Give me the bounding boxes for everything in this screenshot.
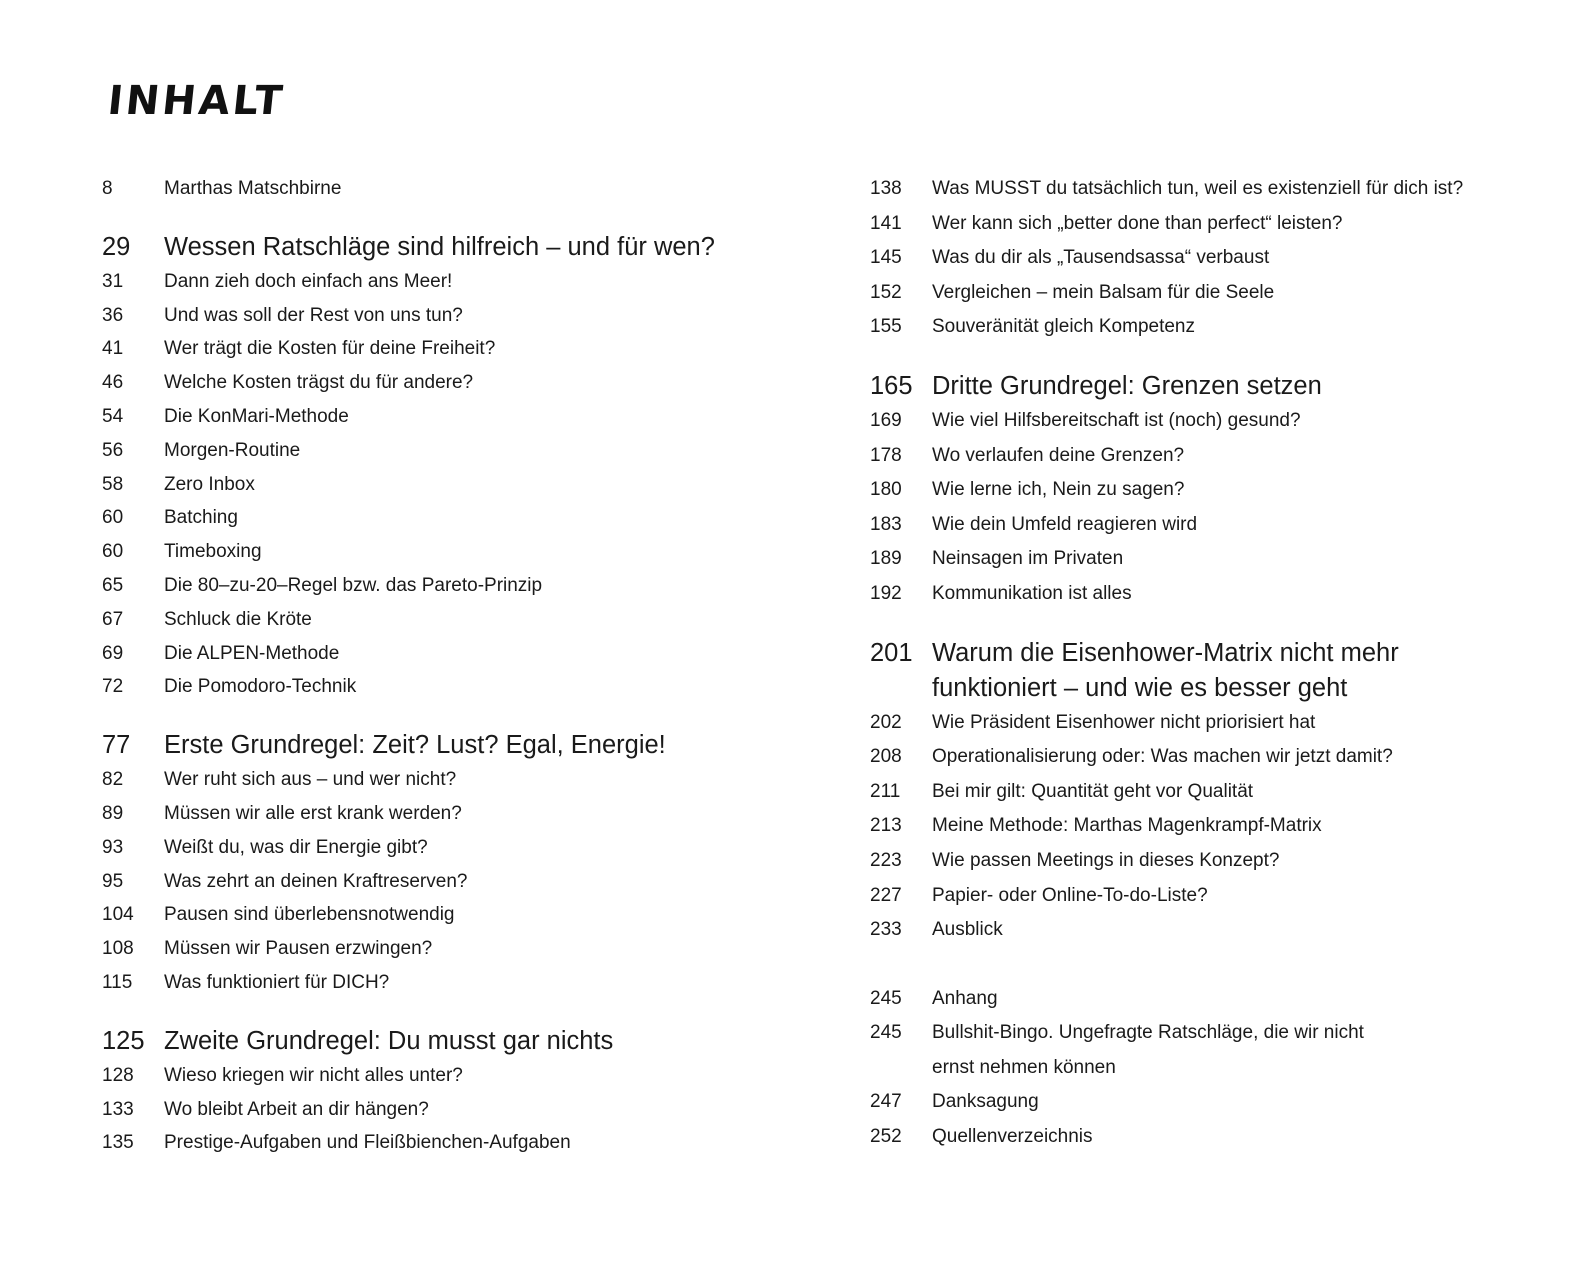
toc-entry-title-line: funktioniert – und wie es besser geht <box>932 673 1348 702</box>
toc-entry <box>870 172 1570 207</box>
toc-page-number: 211 <box>870 780 901 802</box>
toc-entry-title <box>932 1085 1570 1120</box>
toc-page-number: 145 <box>870 247 902 269</box>
toc-entry-title <box>164 332 822 366</box>
toc-entry-title <box>164 172 822 206</box>
toc-entry-title <box>164 932 822 966</box>
toc-entry-title-line: Die Pomodoro-Technik <box>164 676 357 698</box>
toc-page-number: 128 <box>102 1064 134 1086</box>
toc-entry-title-line: Wieso kriegen wir nicht alles unter? <box>164 1064 463 1086</box>
toc-entry <box>870 276 1570 311</box>
toc-entry-title-line: Die ALPEN-Methode <box>164 642 340 664</box>
toc-entry <box>870 879 1570 914</box>
toc-entry-title <box>932 706 1570 741</box>
toc-entry-title <box>164 603 822 637</box>
toc-entry-title-line: Müssen wir alle erst krank werden? <box>164 802 462 824</box>
toc-entry-title-line: Wie Präsident Eisenhower nicht priorisiert hat <box>932 711 1316 733</box>
toc-entry <box>870 740 1570 775</box>
toc-entry-title-line: Souveränität gleich Kompetenz <box>932 316 1195 338</box>
toc-entry-title <box>164 1024 822 1059</box>
toc-entry-title-line: Wie lerne ich, Nein zu sagen? <box>932 479 1185 501</box>
toc-entry <box>870 982 1570 1017</box>
toc-entry-title <box>932 809 1570 844</box>
toc-entry-title-line: Bullshit-Bingo. Ungefragte Ratschläge, die wir nicht <box>932 1022 1364 1044</box>
toc-entry <box>870 439 1570 474</box>
toc-entry-title <box>932 1016 1570 1085</box>
toc-entry-title <box>164 501 822 535</box>
toc-entry-title <box>932 404 1570 439</box>
toc-page-number: 93 <box>102 836 124 858</box>
toc-page-number: 138 <box>870 178 902 199</box>
toc-entry <box>102 797 822 831</box>
toc-entry <box>102 966 822 1000</box>
toc-entry-title-line: Zweite Grundregel: Du musst gar nichts <box>164 1026 614 1055</box>
toc-entry <box>102 400 822 434</box>
toc-entry <box>870 1016 1570 1085</box>
toc-entry <box>102 535 822 569</box>
toc-page-number: 46 <box>102 372 124 394</box>
toc-entry-title <box>932 369 1570 404</box>
toc-page-number: 69 <box>102 642 124 664</box>
toc-entry-title <box>932 473 1570 508</box>
toc-page-number: 58 <box>102 473 124 495</box>
toc-page-number: 77 <box>102 731 131 760</box>
toc-page-number: 247 <box>870 1091 902 1113</box>
toc-entry <box>102 603 822 637</box>
toc-entry-title-line: Wie viel Hilfsbereitschaft ist (noch) gesund? <box>932 409 1301 431</box>
toc-entry-title-line: Wie passen Meetings in dieses Konzept? <box>932 849 1280 871</box>
toc-entry <box>870 809 1570 844</box>
toc-entry <box>102 670 822 704</box>
toc-page-number: 65 <box>102 574 124 596</box>
toc-entry-title-line: Ausblick <box>932 919 1003 941</box>
toc-entry-title <box>932 636 1570 706</box>
toc-entry-title-line: Wer trägt die Kosten für deine Freiheit? <box>164 338 496 360</box>
toc-entry <box>870 542 1570 577</box>
toc-entry-title <box>164 670 822 704</box>
toc-entry-title-line: Wer kann sich „better done than perfect“ leisten? <box>932 212 1343 234</box>
toc-entry <box>870 1120 1570 1155</box>
toc-entry-title <box>932 542 1570 577</box>
toc-column-right <box>870 172 1570 1155</box>
toc-page-number: 104 <box>102 904 134 926</box>
toc-entry-title <box>932 740 1570 775</box>
toc-entry <box>102 468 822 502</box>
toc-entry-title <box>932 241 1570 276</box>
toc-entry-title <box>932 276 1570 311</box>
toc-page-number: 54 <box>102 405 124 427</box>
toc-page-number: 252 <box>870 1126 902 1148</box>
toc-entry <box>102 172 822 206</box>
toc-entry <box>870 577 1570 612</box>
toc-entry <box>870 241 1570 276</box>
toc-page-number: 192 <box>870 582 902 604</box>
toc-entry-title <box>164 1126 822 1160</box>
toc-page-number: 31 <box>102 270 124 292</box>
toc-entry-title <box>932 207 1570 242</box>
toc-page-number: 213 <box>870 815 902 837</box>
toc-entry-title <box>932 577 1570 612</box>
toc-entry <box>102 1093 822 1127</box>
toc-entry <box>102 831 822 865</box>
toc-entry-title-line: Pausen sind überlebensnotwendig <box>164 904 455 926</box>
toc-entry <box>102 265 822 299</box>
toc-page-number: 227 <box>870 884 902 906</box>
toc-entry-title-line: Morgen-Routine <box>164 439 301 461</box>
toc-page-number: 141 <box>870 212 902 234</box>
toc-entry-title-line: Und was soll der Rest von uns tun? <box>164 304 463 326</box>
toc-entry-title <box>164 299 822 333</box>
toc-page-number: 180 <box>870 479 902 501</box>
toc-entry-title <box>164 400 822 434</box>
toc-entry-title <box>164 763 822 797</box>
toc-page-number: 189 <box>870 548 902 570</box>
toc-entry <box>870 706 1570 741</box>
toc-page-number: 89 <box>102 802 124 824</box>
toc-chapter-entry <box>870 636 1570 706</box>
toc-entry-title <box>932 1120 1570 1155</box>
toc-page-number: 202 <box>870 711 902 733</box>
toc-page-number: 56 <box>102 439 124 461</box>
toc-entry-title-line: Bei mir gilt: Quantität geht vor Qualität <box>932 780 1254 802</box>
toc-entry-title-line: Die KonMari-Methode <box>164 405 349 427</box>
toc-page-number: 223 <box>870 849 902 871</box>
toc-entry <box>102 366 822 400</box>
toc-entry-title <box>164 1093 822 1127</box>
toc-entry-title <box>932 844 1570 879</box>
toc-entry <box>102 637 822 671</box>
toc-entry-title-line: Meine Methode: Marthas Magenkrampf-Matrix <box>932 815 1322 837</box>
toc-entry-title-line: Vergleichen – mein Balsam für die Seele <box>932 281 1275 303</box>
toc-entry <box>102 434 822 468</box>
toc-entry-title <box>164 434 822 468</box>
toc-entry-title-line: Dann zieh doch einfach ans Meer! <box>164 270 453 292</box>
toc-page-number: 178 <box>870 444 902 466</box>
toc-entry-title-line: Operationalisierung oder: Was machen wir jetzt damit? <box>932 746 1393 768</box>
toc-entry-title <box>164 728 822 763</box>
toc-entry-title-line: Dritte Grundregel: Grenzen setzen <box>932 371 1322 400</box>
toc-page-number: 183 <box>870 513 902 535</box>
toc-entry-title <box>164 569 822 603</box>
toc-entry-title-line: Neinsagen im Privaten <box>932 548 1124 570</box>
toc-entry <box>102 1059 822 1093</box>
toc-page-number: 36 <box>102 304 124 326</box>
toc-entry-title-line: Was zehrt an deinen Kraftreserven? <box>164 870 468 892</box>
toc-entry <box>102 569 822 603</box>
toc-entry-title <box>164 468 822 502</box>
toc-page-number: 165 <box>870 371 913 400</box>
toc-entry <box>870 404 1570 439</box>
toc-entry-title-line: Timeboxing <box>164 541 262 563</box>
toc-chapter-entry <box>102 1024 822 1059</box>
toc-page-number: 135 <box>102 1132 134 1154</box>
toc-page-number: 67 <box>102 608 124 630</box>
toc-entry-title <box>164 637 822 671</box>
toc-entry-title-line: Was funktioniert für DICH? <box>164 971 390 993</box>
toc-entry-title-line: Schluck die Kröte <box>164 608 312 630</box>
toc-entry-title-line: Welche Kosten trägst du für andere? <box>164 372 474 394</box>
toc-page-number: 133 <box>102 1098 134 1120</box>
toc-entry-title <box>164 1059 822 1093</box>
toc-entry-title <box>932 982 1570 1017</box>
toc-entry-title-line: Wer ruht sich aus – und wer nicht? <box>164 769 457 791</box>
toc-page-number: 115 <box>102 971 133 993</box>
toc-entry-title-line: Wie dein Umfeld reagieren wird <box>932 513 1198 535</box>
toc-entry-title-line: Was MUSST du tatsächlich tun, weil es existenziell für dich ist? <box>932 178 1464 199</box>
toc-page-number: 60 <box>102 507 124 529</box>
toc-entry-title <box>164 898 822 932</box>
toc-entry-title-line: Die 80–zu-20–Regel bzw. das Pareto-Prinzip <box>164 574 543 596</box>
toc-page-number: 201 <box>870 638 913 667</box>
toc-entry-title-line: Anhang <box>932 987 998 1009</box>
toc-entry <box>870 844 1570 879</box>
toc-chapter-entry <box>102 230 822 265</box>
toc-entry <box>870 508 1570 543</box>
toc-entry-title <box>164 865 822 899</box>
toc-page-number: 155 <box>870 316 902 338</box>
toc-entry-title-line: Prestige-Aufgaben und Fleißbienchen-Aufgaben <box>164 1132 571 1154</box>
toc-entry-title-line: Batching <box>164 507 238 529</box>
toc-entry-title <box>932 879 1570 914</box>
toc-entry-title-line: Erste Grundregel: Zeit? Lust? Egal, Energie! <box>164 731 666 760</box>
toc-entry-title <box>164 797 822 831</box>
toc-column-left <box>102 172 822 1160</box>
toc-entry-title-line: Warum die Eisenhower-Matrix nicht mehr <box>932 638 1399 667</box>
toc-entry-title-line: Quellenverzeichnis <box>932 1126 1093 1148</box>
toc-chapter-entry <box>870 369 1570 404</box>
toc-page-number: 72 <box>102 676 124 698</box>
toc-entry-title-line: Wo verlaufen deine Grenzen? <box>932 444 1185 466</box>
toc-entry-title-line: Was du dir als „Tausendsassa“ verbaust <box>932 247 1270 269</box>
toc-entry-title <box>932 775 1570 810</box>
toc-entry-title-line: Wessen Ratschläge sind hilfreich – und für wen? <box>164 232 715 261</box>
page-title: INHALT <box>105 78 288 124</box>
toc-entry-title <box>164 366 822 400</box>
toc-entry <box>870 310 1570 345</box>
toc-page-number: 29 <box>102 232 131 261</box>
toc-entry-title <box>164 535 822 569</box>
toc-entry-title <box>932 508 1570 543</box>
toc-entry <box>102 898 822 932</box>
toc-entry-title <box>932 439 1570 474</box>
toc-entry-title-line: Wo bleibt Arbeit an dir hängen? <box>164 1098 429 1120</box>
toc-entry <box>102 932 822 966</box>
toc-entry-title-line: Kommunikation ist alles <box>932 582 1132 604</box>
toc-page-number: 169 <box>870 409 902 431</box>
toc-entry <box>870 207 1570 242</box>
toc-entry-title-line: Zero Inbox <box>164 473 255 495</box>
toc-page-number: 41 <box>102 338 124 360</box>
toc-entry-title-line: Danksagung <box>932 1091 1039 1113</box>
toc-page-number: 95 <box>102 870 124 892</box>
toc-entry <box>102 501 822 535</box>
toc-entry <box>870 775 1570 810</box>
toc-entry <box>102 332 822 366</box>
toc-page-number: 108 <box>102 938 134 960</box>
toc-entry <box>870 1085 1570 1120</box>
toc-page-number: 208 <box>870 746 902 768</box>
toc-entry-title-line: Müssen wir Pausen erzwingen? <box>164 938 433 960</box>
toc-entry-title <box>932 310 1570 345</box>
toc-page-number: 233 <box>870 919 902 941</box>
toc-entry-title <box>164 265 822 299</box>
toc-entry <box>102 1126 822 1160</box>
toc-page-number: 8 <box>102 178 113 199</box>
toc-entry-title-line: ernst nehmen können <box>932 1056 1116 1078</box>
toc-page-number: 245 <box>870 1022 902 1044</box>
toc-entry <box>870 913 1570 948</box>
toc-entry <box>102 299 822 333</box>
toc-page-number: 125 <box>102 1026 145 1055</box>
toc-entry-title-line: Papier- oder Online-To-do-Liste? <box>932 884 1208 906</box>
toc-page-number: 245 <box>870 987 902 1009</box>
toc-entry-title <box>164 230 822 265</box>
toc-entry-title <box>164 831 822 865</box>
toc-entry-title <box>164 966 822 1000</box>
toc-entry-title <box>932 913 1570 948</box>
toc-page-number: 82 <box>102 769 124 791</box>
toc-page-number: 152 <box>870 281 902 303</box>
toc-entry-title <box>932 172 1570 207</box>
toc-page-number: 60 <box>102 541 124 563</box>
toc-entry-title-line: Weißt du, was dir Energie gibt? <box>164 836 428 858</box>
toc-entry <box>870 473 1570 508</box>
toc-entry <box>102 865 822 899</box>
toc-entry-title-line: Marthas Matschbirne <box>164 178 342 199</box>
toc-chapter-entry <box>102 728 822 763</box>
toc-entry <box>102 763 822 797</box>
